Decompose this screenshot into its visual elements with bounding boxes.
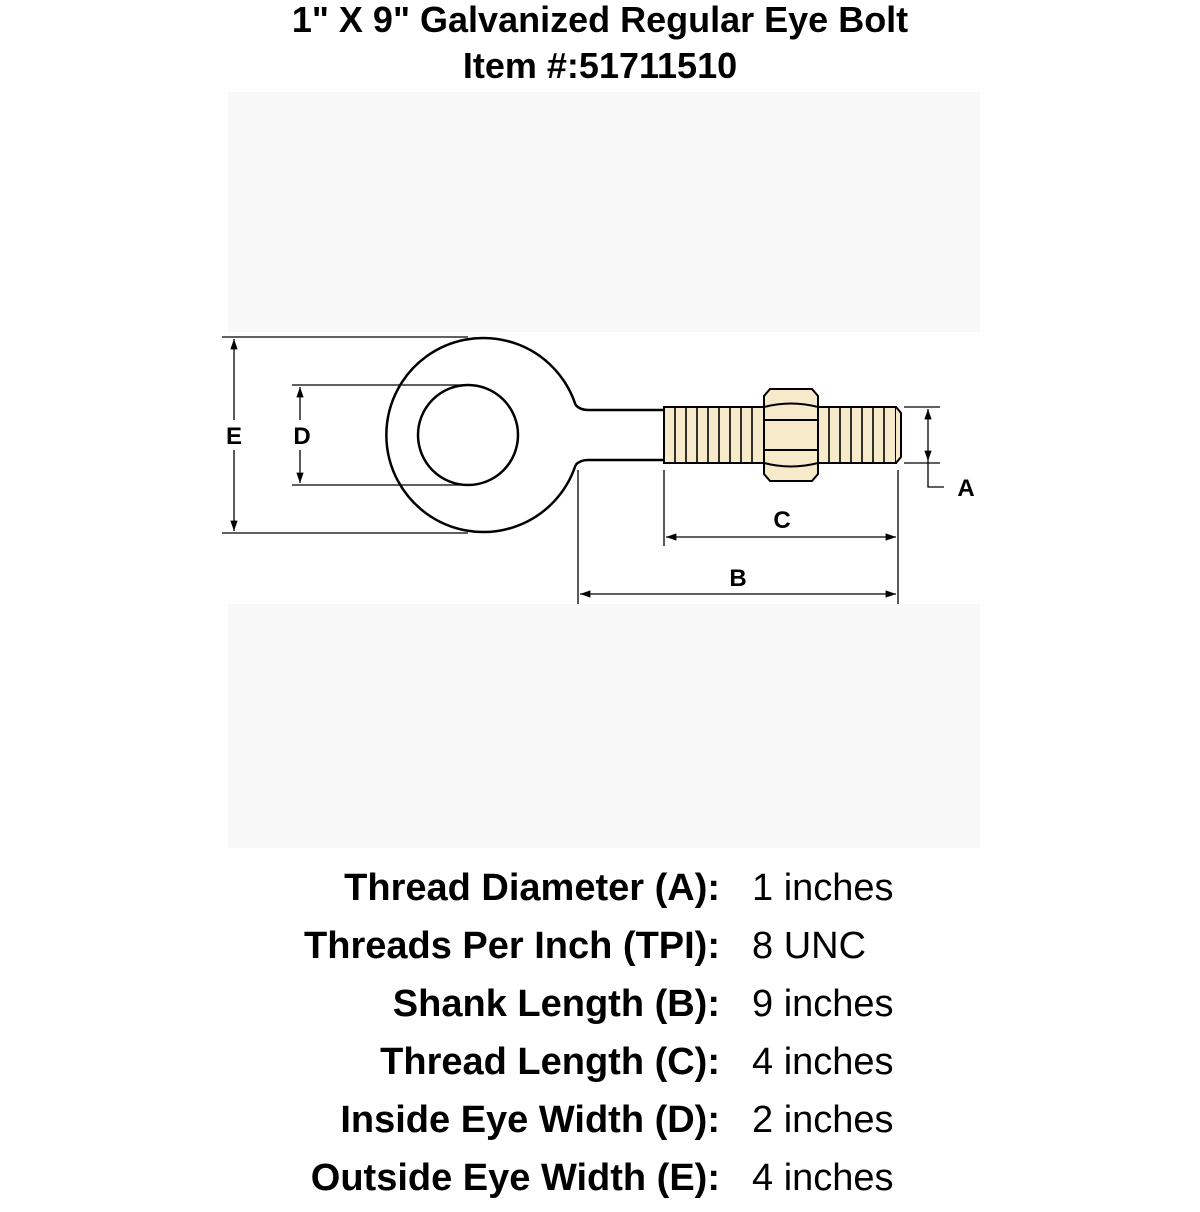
spec-label: Inside Eye Width (D):: [340, 1099, 720, 1141]
dim-label-b: B: [729, 565, 747, 592]
spec-label: Outside Eye Width (E):: [310, 1157, 720, 1199]
spec-label: Thread Diameter (A):: [344, 867, 720, 909]
thread-body-left: [664, 407, 764, 463]
spec-table: [0, 864, 1200, 1212]
spec-value: 4 inches: [752, 1041, 894, 1083]
spec-value: 4 inches: [752, 1157, 894, 1199]
spec-value: 1 inches: [752, 867, 894, 909]
extension-lines: [222, 337, 940, 604]
eye-outer-ring: [386, 338, 575, 532]
spec-row-thread-length: [0, 1038, 1200, 1096]
spec-row-shank-length: [0, 980, 1200, 1038]
spec-value: 8 UNC: [752, 925, 867, 967]
spec-row-inside-eye-width: [0, 1096, 1200, 1154]
shank-bottom-edge: [576, 460, 664, 465]
spec-value: 2 inches: [752, 1099, 894, 1141]
spec-label: Shank Length (B):: [392, 983, 720, 1025]
spec-value: 9 inches: [752, 983, 894, 1025]
dim-label-c: C: [773, 507, 791, 534]
spec-label: Thread Length (C):: [380, 1041, 720, 1083]
dimension-lines: [234, 339, 944, 594]
dim-label-d: D: [293, 423, 311, 450]
dim-label-e: E: [225, 423, 243, 450]
spec-label: Threads Per Inch (TPI):: [304, 925, 720, 967]
thread-chamfer: [896, 407, 901, 463]
eye-inner-hole: [418, 385, 518, 485]
product-title: 1" X 9" Galvanized Regular Eye Bolt: [291, 0, 909, 40]
hex-nut: [764, 389, 818, 481]
spec-row-outside-eye-width: [0, 1154, 1200, 1212]
dim-a-leader: [928, 461, 944, 487]
spec-row-threads-per-inch: [0, 922, 1200, 980]
spec-row-thread-diameter: [0, 864, 1200, 922]
eye-bolt-outline: [386, 338, 664, 532]
dim-label-a: A: [957, 475, 975, 502]
item-number: Item #:51711510: [462, 45, 738, 86]
shank-top-edge: [576, 405, 664, 410]
